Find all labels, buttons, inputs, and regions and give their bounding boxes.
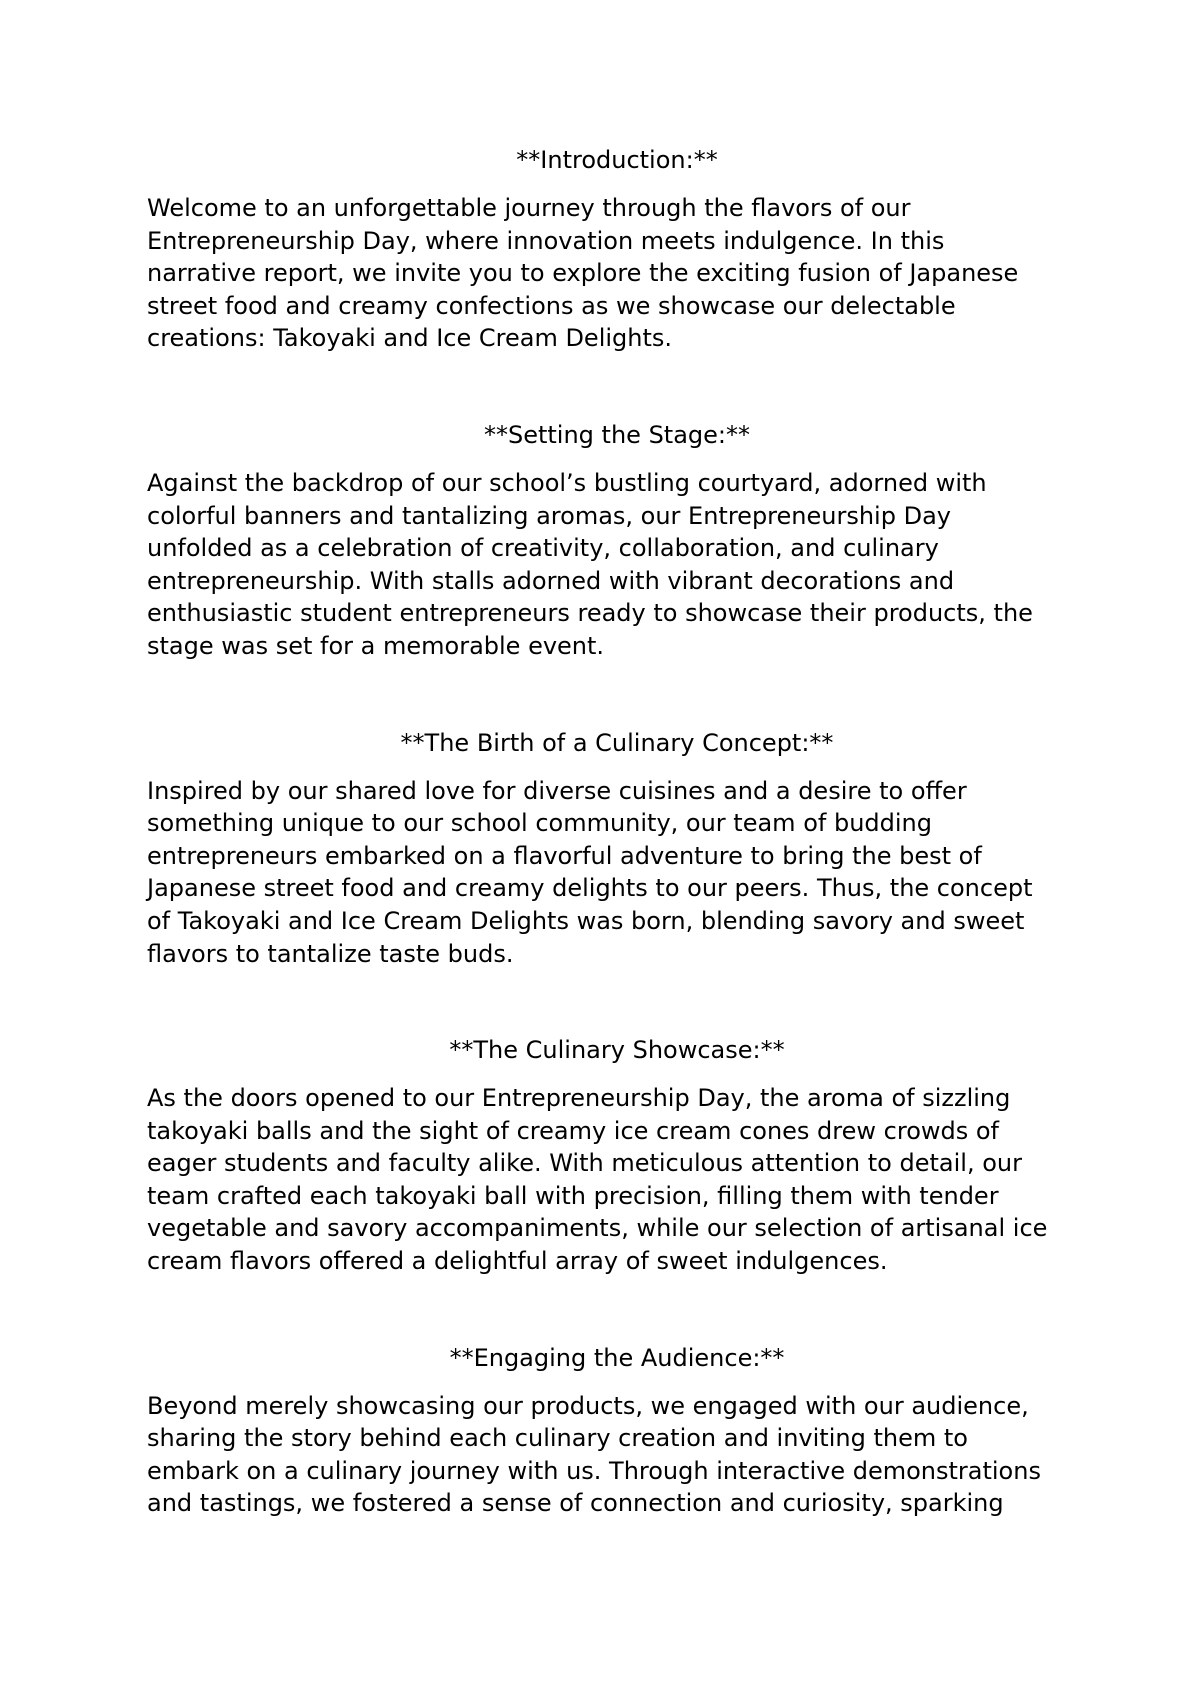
- section-setting-the-stage: [147, 419, 1087, 663]
- paragraph-line: cream flavors offered a delightful array of sweet indulgences.: [147, 1247, 888, 1276]
- paragraph-line: entrepreneurs embarked on a flavorful adventure to bring the best of: [147, 841, 982, 870]
- section-heading: **Engaging the Audience:**: [449, 1343, 785, 1372]
- paragraph-line: Beyond merely showcasing our products, we engaged with our audience,: [147, 1391, 1029, 1420]
- section-paragraph: [147, 1082, 1087, 1278]
- paragraph-line: As the doors opened to our Entrepreneurship Day, the aroma of sizzling: [147, 1084, 1011, 1113]
- paragraph-line: Welcome to an unforgettable journey through the flavors of our: [147, 194, 911, 222]
- section-introduction: [147, 144, 1087, 355]
- paragraph-line: something unique to our school community, our team of budding: [147, 809, 932, 838]
- paragraph-line: eager students and faculty alike. With meticulous attention to detail, our: [147, 1149, 1022, 1178]
- paragraph-line: flavors to tantalize taste buds.: [147, 939, 514, 968]
- paragraph-line: of Takoyaki and Ice Cream Delights was born, blending savory and sweet: [147, 906, 1025, 935]
- paragraph-line: and tastings, we fostered a sense of connection and curiosity, sparking: [147, 1489, 1004, 1518]
- paragraph-line: Against the backdrop of our school’s bustling courtyard, adorned with: [147, 468, 987, 497]
- section-paragraph: [147, 1390, 1087, 1520]
- section-heading: **Setting the Stage:**: [483, 420, 750, 449]
- paragraph-line: colorful banners and tantalizing aromas, our Entrepreneurship Day: [147, 501, 951, 530]
- paragraph-line: street food and creamy confections as we showcase our delectable: [147, 291, 956, 320]
- section-paragraph: [147, 467, 1087, 663]
- section-heading: **The Culinary Showcase:**: [449, 1036, 785, 1065]
- section-culinary-showcase: [147, 1034, 1087, 1278]
- section-paragraph: [147, 775, 1087, 971]
- paragraph-line: entrepreneurship. With stalls adorned with vibrant decorations and: [147, 566, 955, 595]
- paragraph-line: Entrepreneurship Day, where innovation meets indulgence. In this: [147, 226, 945, 255]
- section-heading: **The Birth of a Culinary Concept:**: [400, 728, 834, 757]
- paragraph-line: stage was set for a memorable event.: [147, 631, 605, 660]
- paragraph-line: embark on a culinary journey with us. Through interactive demonstrations: [147, 1456, 1041, 1485]
- paragraph-line: creations: Takoyaki and Ice Cream Delights.: [147, 324, 673, 353]
- paragraph-line: unfolded as a celebration of creativity, collaboration, and culinary: [147, 534, 939, 563]
- document-body: [147, 144, 1087, 1584]
- paragraph-line: takoyaki balls and the sight of creamy ice cream cones drew crowds of: [147, 1116, 999, 1145]
- section-heading: **Introduction:**: [516, 146, 718, 174]
- section-engaging-the-audience: [147, 1342, 1087, 1520]
- paragraph-line: narrative report, we invite you to explore the exciting fusion of Japanese: [147, 259, 1019, 288]
- paragraph-line: enthusiastic student entrepreneurs ready to showcase their products, the: [147, 599, 1033, 628]
- paragraph-line: sharing the story behind each culinary creation and inviting them to: [147, 1424, 968, 1453]
- section-birth-of-culinary-concept: [147, 727, 1087, 971]
- paragraph-line: Japanese street food and creamy delights to our peers. Thus, the concept: [147, 874, 1033, 903]
- section-paragraph: [147, 192, 1087, 355]
- paragraph-line: team crafted each takoyaki ball with precision, filling them with tender: [147, 1181, 999, 1210]
- paragraph-line: Inspired by our shared love for diverse cuisines and a desire to offer: [147, 776, 967, 805]
- paragraph-line: vegetable and savory accompaniments, while our selection of artisanal ice: [147, 1214, 1048, 1243]
